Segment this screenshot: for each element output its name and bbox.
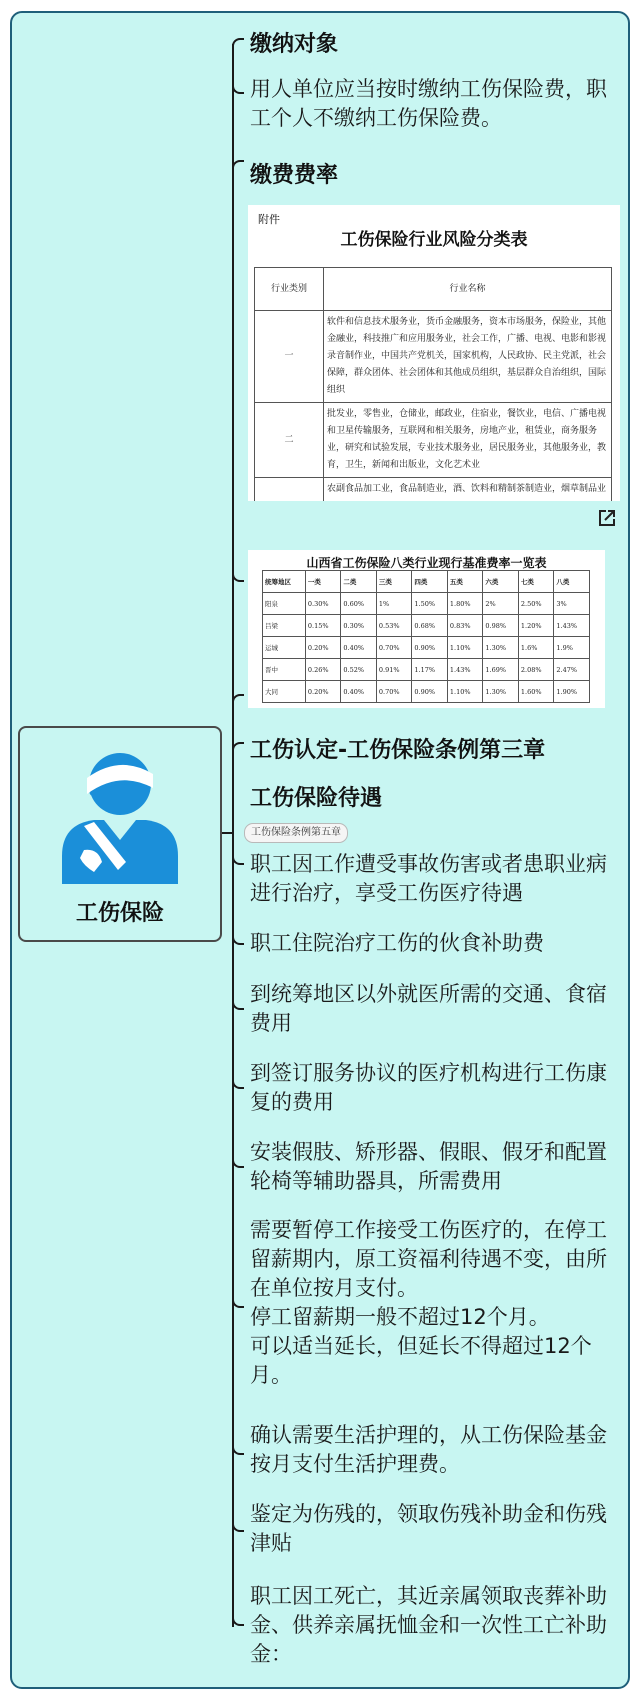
branch-tick — [232, 38, 244, 48]
table-cell: 1.60% — [518, 681, 554, 703]
table-cell: 0.40% — [341, 637, 377, 659]
benefit-item[interactable]: 职工因工死亡，其近亲属领取丧葬补助金、供养亲属抚恤金和一次性工亡补助金： — [250, 1584, 607, 1666]
table-cell: 1.43% — [447, 659, 483, 681]
table-cell: 1.10% — [447, 681, 483, 703]
branch-tick — [232, 742, 244, 752]
benefit-item-wage-continuation[interactable] — [250, 1216, 620, 1390]
table-header: 七类 — [518, 571, 554, 593]
external-link-icon[interactable] — [597, 508, 617, 528]
table-cell: 3% — [554, 593, 590, 615]
table-cell: 1.90% — [554, 681, 590, 703]
trunk-line — [232, 44, 234, 1627]
table-header: 行业类别 — [255, 268, 324, 311]
table-header: 六类 — [483, 571, 519, 593]
table-row — [255, 311, 612, 403]
table-cell: 2.50% — [518, 593, 554, 615]
table-cell: 0.60% — [341, 593, 377, 615]
table-cell: 晋中 — [263, 659, 306, 681]
table-cell: 运城 — [263, 637, 306, 659]
table-cell: 1% — [376, 593, 412, 615]
table-cell — [255, 478, 324, 502]
table-header-row — [263, 571, 590, 593]
benefit-item[interactable]: 职工因工作遭受事故伤害或者患职业病进行治疗，享受工伤医疗待遇 — [250, 852, 607, 905]
table-cell: 0.30% — [341, 615, 377, 637]
root-connector — [222, 832, 232, 834]
branch-heading-contribution-subject[interactable]: 缴纳对象 — [250, 32, 339, 57]
table-cell: 0.90% — [412, 681, 448, 703]
reference-tag[interactable]: 工伤保险条例第五章 — [244, 823, 348, 843]
table-row — [263, 593, 590, 615]
table-cell: 0.26% — [305, 659, 341, 681]
rate-table — [262, 570, 590, 703]
benefit-line: 需要暂停工作接受工伤医疗的，在停工留薪期内，原工资福利待遇不变，由所在单位按月支付。 — [250, 1218, 607, 1300]
table-cell: 1.50% — [412, 593, 448, 615]
table-cell: 1.30% — [483, 681, 519, 703]
table-cell: 0.40% — [341, 681, 377, 703]
branch-heading-contribution-rate[interactable]: 缴费费率 — [250, 163, 339, 188]
benefit-item[interactable]: 鉴定为伤残的，领取伤残补助金和伤残津贴 — [250, 1502, 607, 1555]
rate-table-image[interactable] — [248, 550, 605, 708]
table-cell: 吕梁 — [263, 615, 306, 637]
table-cell: 1.30% — [483, 637, 519, 659]
risk-table — [254, 267, 612, 501]
table-cell: 1.80% — [447, 593, 483, 615]
table-row — [255, 403, 612, 478]
benefit-item[interactable]: 到统筹地区以外就医所需的交通、食宿费用 — [250, 982, 607, 1035]
table-row — [263, 637, 590, 659]
table-header: 八类 — [554, 571, 590, 593]
table-header: 一类 — [305, 571, 341, 593]
table-cell: 0.52% — [341, 659, 377, 681]
table-header: 五类 — [447, 571, 483, 593]
table-cell: 0.20% — [305, 637, 341, 659]
table-cell: 软件和信息技术服务业，货币金融服务，资本市场服务，保险业，其他金融业，科技推广和应用服务业，社会工作，广播、电视、电影和影视录音制作业，中国共产党机关，国家机构，人民政协、民主党派，社会保障，群众团体、社会团体和其他成员组织，基层群众自治组织，国际组织 — [324, 311, 612, 403]
benefit-item[interactable]: 到签订服务协议的医疗机构进行工伤康复的费用 — [250, 1061, 607, 1114]
table-cell: 0.90% — [412, 637, 448, 659]
benefit-line: 可以适当延长，但延长不得超过12个月。 — [250, 1334, 592, 1387]
table-row — [263, 681, 590, 703]
table-row — [263, 615, 590, 637]
table-cell: 0.70% — [376, 681, 412, 703]
branch-heading-injury-recognition[interactable]: 工伤认定-工伤保险条例第三章 — [250, 738, 546, 763]
table-header-row — [255, 268, 612, 311]
branch-tick — [232, 160, 244, 170]
table-cell: 0.30% — [305, 593, 341, 615]
table-cell: 1.43% — [554, 615, 590, 637]
table-cell: 二 — [255, 403, 324, 478]
table-cell: 1.20% — [518, 615, 554, 637]
root-label: 工伤保险 — [75, 901, 164, 926]
root-node[interactable] — [18, 726, 222, 942]
branch-text[interactable]: 用人单位应当按时缴纳工伤保险费，职工个人不缴纳工伤保险费。 — [250, 77, 607, 130]
table-cell: 1.9% — [554, 637, 590, 659]
table-cell: 大同 — [263, 681, 306, 703]
benefit-item[interactable]: 确认需要生活护理的，从工伤保险基金按月支付生活护理费。 — [250, 1423, 607, 1476]
table-cell: 农副食品加工业，食品制造业，酒、饮料和精制茶制造业，烟草制品业 — [324, 478, 612, 502]
table-cell: 0.70% — [376, 637, 412, 659]
table-cell: 1.6% — [518, 637, 554, 659]
branch-heading-injury-benefits[interactable]: 工伤保险待遇 — [250, 786, 383, 811]
attachment-label: 附件 — [258, 213, 280, 226]
image-title: 山西省工伤保险八类行业现行基准费率一览表 — [306, 556, 547, 570]
table-cell: 批发业，零售业，仓储业，邮政业，住宿业，餐饮业，电信、广播电视和卫星传输服务，互联网和相关服务，房地产业，租赁业，商务服务业，研究和试验发展，专业技术服务业，居民服务业，其他服务业，教育，卫生，新闻和出版业，文化艺术业 — [324, 403, 612, 478]
table-row — [263, 659, 590, 681]
table-header: 统筹地区 — [263, 571, 306, 593]
risk-classification-image[interactable] — [248, 205, 620, 501]
table-header: 二类 — [341, 571, 377, 593]
table-header: 三类 — [376, 571, 412, 593]
table-cell: 2.08% — [518, 659, 554, 681]
table-cell: 1.10% — [447, 637, 483, 659]
table-cell: 0.83% — [447, 615, 483, 637]
table-cell: 2.47% — [554, 659, 590, 681]
table-cell: 2% — [483, 593, 519, 615]
benefit-item[interactable]: 职工住院治疗工伤的伙食补助费 — [250, 931, 544, 955]
table-cell: 阳泉 — [263, 593, 306, 615]
table-header: 四类 — [412, 571, 448, 593]
benefit-line: 停工留薪期一般不超过12个月。 — [250, 1305, 550, 1329]
branch-tick — [232, 694, 244, 704]
table-cell: 0.91% — [376, 659, 412, 681]
table-cell: 0.15% — [305, 615, 341, 637]
table-cell: 一 — [255, 311, 324, 403]
table-cell: 0.53% — [376, 615, 412, 637]
benefit-item[interactable]: 安装假肢、矫形器、假眼、假牙和配置轮椅等辅助器具，所需费用 — [250, 1140, 607, 1193]
table-cell: 1.69% — [483, 659, 519, 681]
table-cell: 0.68% — [412, 615, 448, 637]
table-cell: 0.20% — [305, 681, 341, 703]
image-title: 工伤保险行业风险分类表 — [340, 230, 528, 250]
table-cell: 1.17% — [412, 659, 448, 681]
table-cell: 0.98% — [483, 615, 519, 637]
table-header: 行业名称 — [324, 268, 612, 311]
table-row — [255, 478, 612, 502]
injured-worker-icon — [54, 744, 186, 884]
